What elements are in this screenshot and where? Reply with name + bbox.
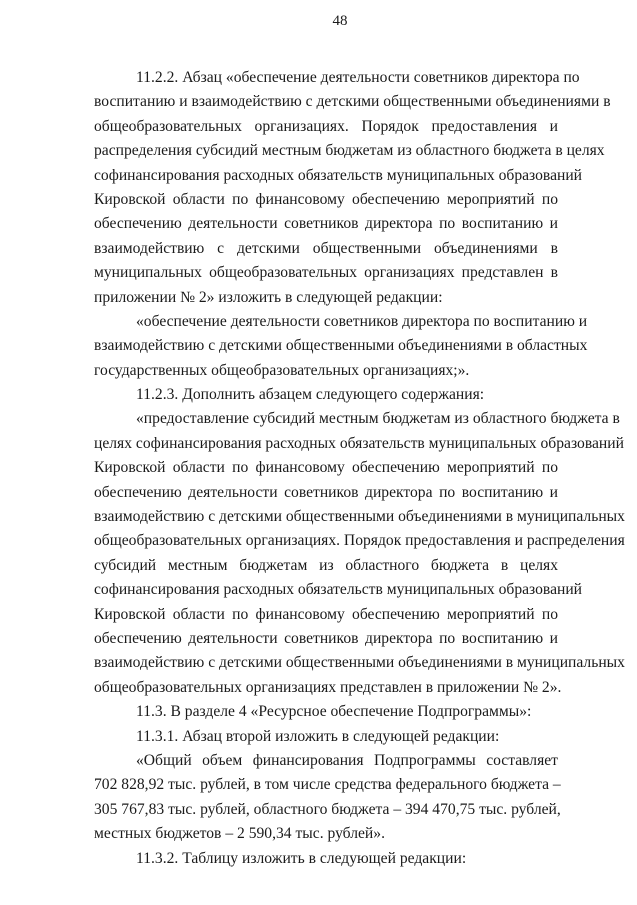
text-line: распределения субсидий местным бюджетам из областного бюджета в целях — [94, 142, 605, 160]
paragraph — [94, 847, 558, 871]
text-line: государственных общеобразовательных организациях;». — [94, 361, 470, 379]
text-line: Кировской области по финансовому обеспечению мероприятий по — [94, 190, 558, 208]
text-line: местных бюджетов – 2 590,34 тыс. рублей». — [94, 825, 385, 843]
text-line: общеобразовательных организациях. Порядок предоставления и — [94, 117, 558, 135]
document-body — [94, 66, 625, 871]
paragraph — [94, 310, 588, 383]
text-line: Кировской области по финансовому обеспечению мероприятий по — [94, 605, 558, 623]
paragraph — [94, 383, 558, 407]
text-line: Кировской области по финансовому обеспечению мероприятий по — [94, 459, 558, 477]
text-line: софинансирования расходных обязательств муниципальных образований — [94, 581, 583, 599]
text-line: обеспечению деятельности советников директора по воспитанию и — [94, 483, 558, 501]
text-line: 702 828,92 тыс. рублей, в том числе средства федерального бюджета – — [94, 776, 561, 794]
text-line: 11.3.1. Абзац второй изложить в следующей редакции: — [136, 727, 500, 745]
text-line: «предоставление субсидий местным бюджетам из областного бюджета в — [136, 410, 620, 428]
text-line: обеспечению деятельности советников директора по воспитанию и — [94, 629, 558, 647]
text-line: общеобразовательных организациях. Порядок предоставления и распределения — [94, 532, 625, 550]
text-line: 11.3. В разделе 4 «Ресурсное обеспечение Подпрограммы»: — [136, 703, 532, 721]
text-line: целях софинансирования расходных обязательств муниципальных образований — [94, 434, 624, 452]
page-number: 48 — [332, 13, 348, 29]
paragraph — [94, 407, 625, 700]
paragraph — [94, 700, 558, 724]
text-line: «Общий объем финансирования Подпрограммы составляет — [136, 751, 558, 769]
text-line: обеспечению деятельности советников директора по воспитанию и — [94, 215, 558, 233]
text-line: 305 767,83 тыс. рублей, областного бюджета – 394 470,75 тыс. рублей, — [94, 800, 561, 818]
text-line: приложении № 2» изложить в следующей редакции: — [94, 288, 443, 306]
text-line: 11.2.2. Абзац «обеспечение деятельности советников директора по — [136, 69, 580, 86]
text-line: 11.3.2. Таблицу изложить в следующей редакции: — [136, 849, 467, 867]
paragraph — [94, 66, 611, 310]
text-line: взаимодействию с детскими общественными объединениями в областных — [94, 337, 588, 355]
text-line: субсидий местным бюджетам из областного бюджета в целях — [94, 556, 558, 574]
text-line: «обеспечение деятельности советников директора по воспитанию и — [136, 312, 588, 330]
text-line: общеобразовательных организациях представлен в приложении № 2». — [94, 678, 562, 696]
paragraph — [94, 725, 558, 749]
text-line: взаимодействию с детскими общественными объединениями в — [94, 239, 558, 257]
paragraph — [94, 749, 561, 847]
text-line: муниципальных общеобразовательных организациях представлен в — [94, 264, 558, 282]
text-line: взаимодействию с детскими общественными объединениями в муниципальных — [94, 654, 625, 672]
text-line: софинансирования расходных обязательств муниципальных образований — [94, 166, 583, 184]
text-line: 11.2.3. Дополнить абзацем следующего содержания: — [136, 386, 485, 404]
text-line: воспитанию и взаимодействию с детскими общественными объединениями в — [94, 93, 611, 111]
text-line: взаимодействию с детскими общественными объединениями в муниципальных — [94, 508, 625, 526]
